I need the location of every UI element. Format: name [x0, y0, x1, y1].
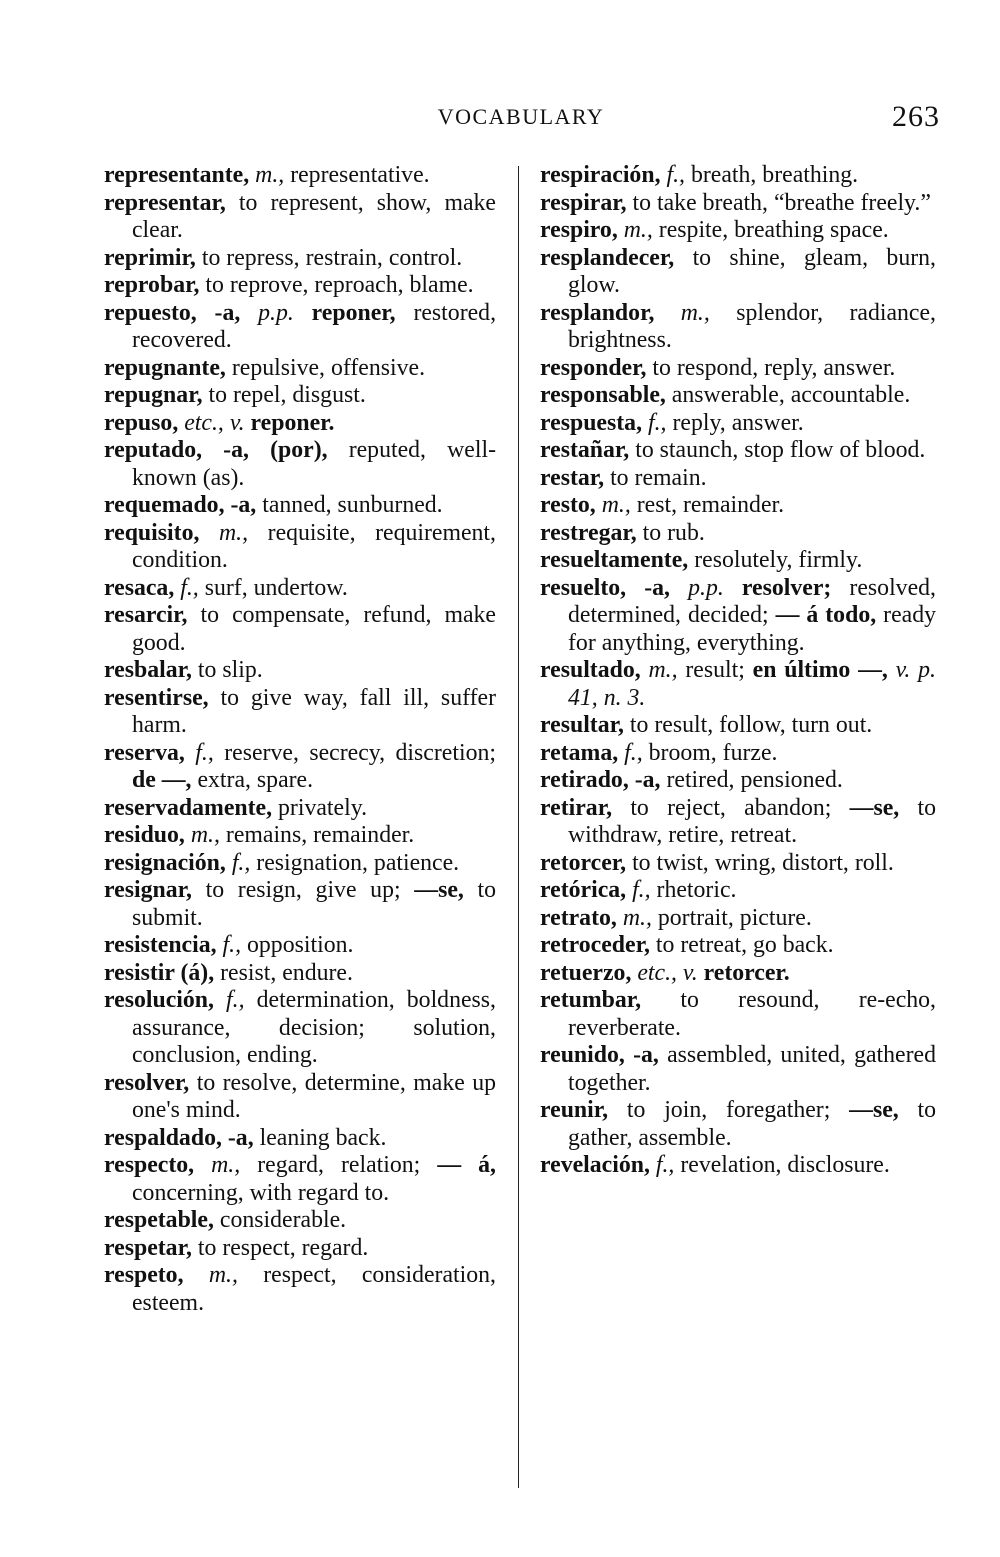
cross-reference: retorcer.	[703, 959, 790, 986]
vocabulary-entry	[540, 162, 936, 190]
headword: resistir (á),	[104, 959, 215, 986]
vocabulary-entry	[540, 217, 936, 245]
definition: to give way, fall ill, suffer harm.	[132, 684, 496, 738]
definition: leaning back.	[259, 1124, 387, 1151]
definition: to respond, reply, answer.	[652, 354, 896, 381]
vocabulary-entry	[104, 1070, 496, 1125]
running-header: VOCABULARY	[437, 104, 605, 129]
vocabulary-entry	[540, 300, 936, 355]
vocabulary-entry	[540, 492, 936, 520]
headword: representante,	[104, 162, 250, 188]
vocabulary-entry	[104, 575, 496, 603]
vocabulary-entry	[104, 987, 496, 1070]
vocabulary-entry	[104, 355, 496, 383]
vocabulary-entry	[104, 1207, 496, 1235]
vocabulary-entry	[540, 795, 936, 850]
vocabulary-entry	[104, 1152, 496, 1207]
headword: reserva,	[104, 739, 185, 766]
definition: regard, relation;	[257, 1152, 421, 1178]
right-column	[540, 162, 936, 1180]
headword: resuelto, -a,	[540, 574, 671, 601]
headword: revelación,	[540, 1152, 650, 1178]
vocabulary-entry	[104, 162, 496, 190]
vocabulary-entry	[540, 987, 936, 1042]
headword: respecto,	[104, 1152, 195, 1178]
headword: reprimir,	[104, 244, 196, 271]
grammar-label: f.,	[180, 574, 199, 601]
definition: portrait, picture.	[657, 904, 812, 931]
left-column	[104, 162, 496, 1317]
vocabulary-entry	[540, 575, 936, 658]
headword: retumbar,	[540, 987, 642, 1013]
grammar-label: m.,	[255, 162, 285, 188]
definition: assembled, united, gathered together.	[568, 1042, 936, 1096]
headword: resultado,	[540, 657, 641, 683]
headword: respuesta,	[540, 409, 643, 436]
headword: resplandor,	[540, 299, 655, 326]
definition: result;	[685, 657, 745, 683]
headword: resignación,	[104, 849, 226, 876]
definition: determination, boldness, assurance, decision; solution, conclusion, ending.	[132, 987, 497, 1068]
subentry-definition: to submit.	[132, 877, 497, 931]
subentry-phrase: — á todo,	[775, 602, 877, 628]
headword: resplandecer,	[540, 244, 675, 271]
headword: resistencia,	[104, 932, 217, 958]
column-divider	[518, 166, 519, 1488]
grammar-label: f.,	[647, 409, 667, 436]
grammar-label: f.,	[624, 739, 643, 766]
vocabulary-entry	[540, 410, 936, 438]
headword: restar,	[540, 464, 605, 491]
headword: resultar,	[540, 712, 624, 738]
definition: resist, endure.	[220, 959, 353, 986]
grammar-label: m.,	[680, 299, 710, 326]
definition: remains, remainder.	[225, 822, 415, 848]
definition: to respect, regard.	[197, 1234, 369, 1261]
definition: to resign, give up;	[205, 877, 401, 903]
definition: answerable, accountable.	[671, 382, 911, 408]
definition: privately.	[278, 794, 368, 821]
definition: rest, remainder.	[636, 492, 785, 518]
headword: respeto,	[104, 1262, 184, 1288]
vocabulary-entry	[540, 960, 936, 988]
vocabulary-entry	[540, 547, 936, 575]
cross-reference: reponer.	[250, 409, 335, 436]
headword: resolución,	[104, 987, 214, 1013]
definition: to repress, restrain, control.	[201, 244, 463, 271]
vocabulary-entry	[104, 300, 496, 355]
headword: retirar,	[540, 794, 613, 821]
definition: to join, foregather;	[626, 1097, 831, 1123]
vocabulary-entry	[104, 850, 496, 878]
headword: reprobar,	[104, 272, 200, 298]
grammar-label: m.,	[208, 1262, 238, 1288]
subentry-definition: to withdraw, retire, retreat.	[568, 794, 937, 848]
definition: respect, consideration, esteem.	[132, 1262, 496, 1316]
definition: reply, answer.	[672, 409, 804, 436]
subentry-definition: extra, spare.	[197, 767, 314, 793]
headword: resentirse,	[104, 684, 209, 711]
headword: respetar,	[104, 1234, 192, 1261]
headword: requisito,	[104, 519, 200, 546]
grammar-label: f.,	[231, 849, 251, 876]
definition: retired, pensioned.	[666, 767, 843, 793]
definition: resolutely, firmly.	[694, 547, 863, 573]
definition: to result, follow, turn out.	[629, 712, 873, 738]
headword: retuerzo,	[540, 959, 632, 986]
headword: retama,	[540, 739, 619, 766]
headword: retirado, -a,	[540, 767, 661, 793]
headword: resto,	[540, 492, 596, 518]
definition: considerable.	[219, 1207, 347, 1233]
headword: repuesto, -a,	[104, 299, 241, 326]
headword: respiro,	[540, 217, 618, 243]
definition: to reprove, reproach, blame.	[205, 272, 474, 298]
vocabulary-entry	[540, 1042, 936, 1097]
grammar-label: m.,	[218, 519, 249, 546]
definition: opposition.	[247, 932, 354, 958]
vocabulary-entry	[540, 382, 936, 410]
headword: requemado, -a,	[104, 492, 257, 518]
subentry-phrase: —se,	[414, 877, 464, 903]
definition: requisite, requirement, condition.	[132, 519, 496, 573]
vocabulary-entry	[104, 1262, 496, 1317]
cross-reference: resolver;	[741, 574, 832, 601]
vocabulary-entry	[104, 1235, 496, 1263]
headword: repugnante,	[104, 354, 226, 381]
headword: repugnar,	[104, 382, 203, 408]
vocabulary-entry	[540, 932, 936, 960]
vocabulary-entry	[540, 355, 936, 383]
definition: to reject, abandon;	[630, 794, 832, 821]
grammar-label: f.,	[222, 932, 242, 958]
definition: to resolve, determine, make up one's mind.	[132, 1069, 496, 1123]
definition: rhetoric.	[656, 877, 737, 903]
cross-reference: reponer,	[311, 299, 396, 326]
definition: to represent, show, make clear.	[132, 189, 496, 243]
vocabulary-entry	[104, 492, 496, 520]
vocabulary-entry	[104, 520, 496, 575]
definition: to take breath, “breathe freely.”	[632, 189, 931, 216]
headword: responder,	[540, 354, 647, 381]
definition: to twist, wring, distort, roll.	[632, 849, 894, 876]
vocabulary-entry	[540, 465, 936, 493]
grammar-label: m.,	[623, 217, 653, 243]
definition: to repel, disgust.	[208, 382, 366, 408]
definition: revelation, disclosure.	[680, 1152, 890, 1178]
grammar-label: m.,	[622, 904, 652, 931]
headword: reunido, -a,	[540, 1042, 659, 1068]
grammar-label: etc., v.	[184, 409, 245, 436]
headword: responsable,	[540, 382, 666, 408]
subentry-phrase: — á,	[437, 1152, 496, 1178]
headword: representar,	[104, 189, 226, 216]
vocabulary-entry	[104, 932, 496, 960]
grammar-label: f.,	[632, 877, 651, 903]
grammar-label: f.,	[195, 739, 214, 766]
grammar-label: f.,	[655, 1152, 675, 1178]
grammar-label: m.,	[601, 492, 631, 518]
definition: broom, furze.	[648, 739, 778, 766]
vocabulary-entry	[104, 960, 496, 988]
vocabulary-entry	[104, 657, 496, 685]
headword: reservadamente,	[104, 794, 273, 821]
headword: repuso,	[104, 409, 179, 436]
grammar-label: m.,	[648, 657, 678, 683]
headword: respiración,	[540, 162, 661, 188]
headword: resbalar,	[104, 657, 192, 683]
vocabulary-entry	[104, 877, 496, 932]
headword: resarcir,	[104, 602, 188, 628]
grammar-label: m.,	[190, 822, 220, 848]
subentry-definition: ready for anything, everything.	[568, 602, 937, 656]
vocabulary-entry	[104, 410, 496, 438]
vocabulary-entry	[540, 1152, 936, 1180]
vocabulary-entry	[104, 1125, 496, 1153]
definition: to retreat, go back.	[655, 932, 834, 958]
headword: resaca,	[104, 574, 175, 601]
headword: restregar,	[540, 519, 637, 546]
definition: resignation, patience.	[256, 849, 460, 876]
vocabulary-entry	[104, 272, 496, 300]
vocabulary-entry	[540, 712, 936, 740]
headword: residuo,	[104, 822, 185, 848]
subentry-phrase: en último —,	[752, 657, 888, 683]
subentry-phrase: —se,	[849, 1097, 899, 1123]
headword: resignar,	[104, 877, 192, 903]
vocabulary-entry	[104, 602, 496, 657]
subentry-phrase: —se,	[849, 794, 900, 821]
definition: to slip.	[197, 657, 263, 683]
subentry-definition: to gather, assemble.	[568, 1097, 937, 1151]
vocabulary-entry	[540, 1097, 936, 1152]
vocabulary-entry	[540, 905, 936, 933]
headword: retrato,	[540, 904, 617, 931]
grammar-label: p.p.	[258, 299, 294, 326]
grammar-label: f.,	[226, 987, 245, 1013]
definition: reserve, secrecy, discretion;	[224, 739, 496, 766]
grammar-label: etc., v.	[637, 959, 698, 986]
headword: retroceder,	[540, 932, 650, 958]
headword: retorcer,	[540, 849, 627, 876]
definition: breath, breathing.	[690, 162, 859, 188]
vocabulary-entry	[540, 877, 936, 905]
page-number: 263	[892, 100, 940, 133]
vocabulary-entry	[104, 740, 496, 795]
vocabulary-entry	[540, 437, 936, 465]
definition: resolved, determined, decided;	[568, 574, 936, 628]
headword: respirar,	[540, 189, 627, 216]
definition: respite, breathing space.	[658, 217, 889, 243]
vocabulary-entry	[540, 190, 936, 218]
definition: tanned, sunburned.	[262, 492, 443, 518]
headword: respetable,	[104, 1207, 214, 1233]
vocabulary-entry	[104, 437, 496, 492]
definition: to shine, gleam, burn, glow.	[568, 244, 937, 298]
subentry-phrase: de —,	[132, 767, 192, 793]
definition: reputed, well-known (as).	[132, 437, 497, 491]
definition: to remain.	[610, 464, 707, 491]
definition: to resound, re-echo, reverberate.	[568, 987, 937, 1041]
definition: surf, undertow.	[204, 574, 348, 601]
definition: to compensate, refund, make good.	[132, 602, 496, 656]
headword: retórica,	[540, 877, 627, 903]
vocabulary-entry	[104, 245, 496, 273]
vocabulary-entry	[540, 657, 936, 712]
grammar-label: m.,	[211, 1152, 241, 1178]
headword: reputado, -a, (por),	[104, 437, 328, 463]
grammar-note: v. p. 41, n. 3.	[568, 657, 936, 711]
grammar-label: f.,	[666, 162, 685, 188]
headword: reunir,	[540, 1097, 609, 1123]
vocabulary-entry	[104, 382, 496, 410]
vocabulary-entry	[104, 190, 496, 245]
vocabulary-entry	[104, 822, 496, 850]
headword: resueltamente,	[540, 547, 689, 573]
vocabulary-entry	[104, 685, 496, 740]
vocabulary-entry	[540, 245, 936, 300]
headword: restañar,	[540, 437, 630, 463]
definition: splendor, radiance, brightness.	[568, 299, 937, 353]
vocabulary-entry	[540, 850, 936, 878]
headword: respaldado, -a,	[104, 1124, 254, 1151]
headword: resolver,	[104, 1069, 190, 1096]
grammar-label: p.p.	[688, 574, 724, 601]
definition: to staunch, stop flow of blood.	[635, 437, 926, 463]
definition: representative.	[290, 162, 430, 188]
vocabulary-entry	[540, 740, 936, 768]
definition: restored, recovered.	[132, 299, 497, 353]
definition: to rub.	[642, 519, 705, 546]
vocabulary-entry	[540, 767, 936, 795]
vocabulary-entry	[104, 795, 496, 823]
definition: repulsive, offensive.	[231, 354, 426, 381]
vocabulary-entry	[540, 520, 936, 548]
subentry-definition: concerning, with regard to.	[132, 1179, 390, 1206]
